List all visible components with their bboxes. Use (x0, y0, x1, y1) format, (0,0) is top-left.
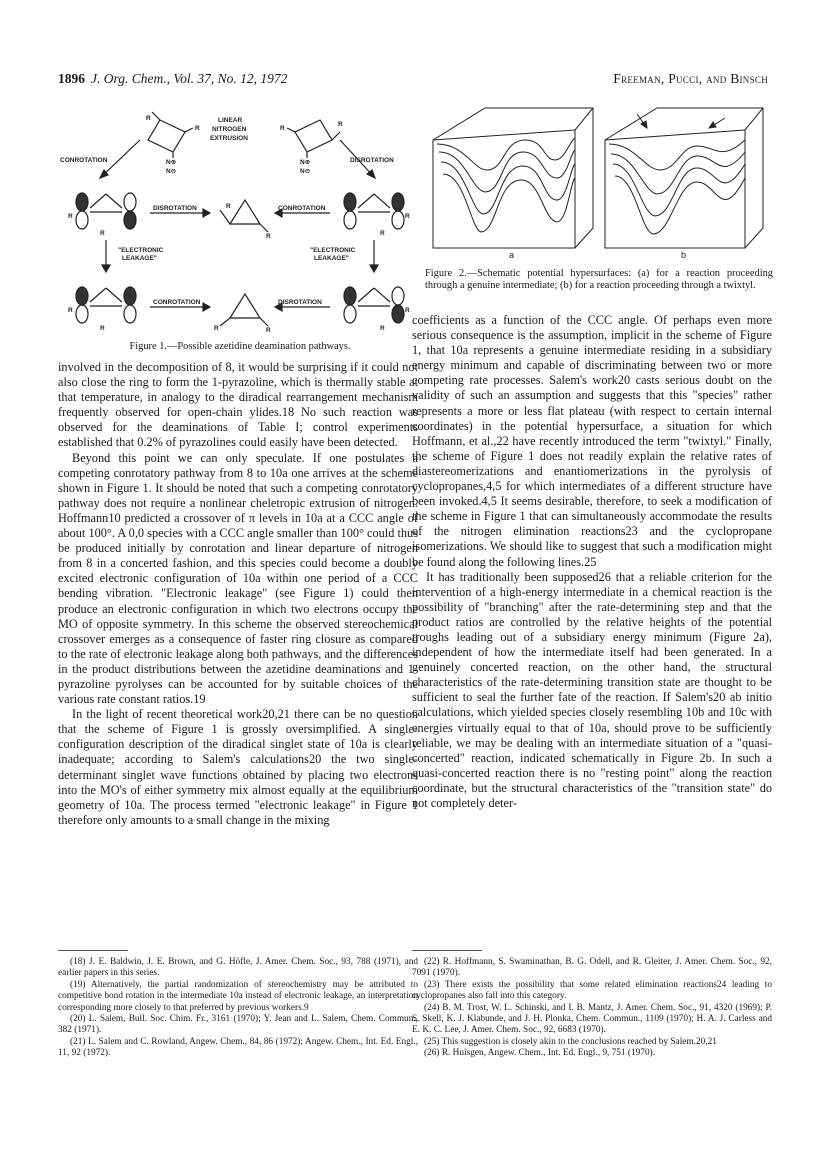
right-paragraph-1: coefficients as a function of the CCC angle. Of perhaps even more serious consequence is the assumption, implicit in the scheme of Figure 1, that 10a represents a genuine intermediate residing in a subsidiary energy minimum and capable of discriminating between two or more competing rate processes. Salem's work20 casts serious doubt on the validity of such an assumption and suggests that this "species" rather represents a more or less flat plateau (with respect to certain internal coordinates) in the potential hypersurface, a situation for which Hoffmann, et al.,22 have recently introduced the term "twixtyl." Finally, the scheme of Figure 1 does not readily explain the relative rates of diastereomerizations and enantiomerizations in the pyrolysis of cyclopropanes,4,5 for which intermediates of a different structure have been invoked.4,5 It seems desirable, therefore, to seek a modification of the scheme in Figure 1 that can simultaneously accommodate the results of the nitrogen elimination reactions23 and the cyclopropane isomerizations. We should like to suggest that such a modification might be found along the following lines.25 (412, 313, 772, 569)
figure1-caption: Figure 1.—Possible azetidine deamination pathways. (129, 341, 351, 352)
label-linear: LINEAR (218, 117, 243, 124)
running-header-left (58, 71, 287, 87)
label-disrotation-mid: DISROTATION (153, 205, 197, 212)
label-r: R (226, 203, 231, 210)
label-r: R (68, 213, 73, 220)
right-paragraph-2: It has traditionally been supposed26 that a reliable criterion for the intervention of a high-energy intermediate in a chemical reaction is the possibility of "branching" after the rate-determining step and that the product ratios are controlled by the relative heights of the potential troughs leading out of a subsidiary energy minimum (Figure 2a), independent of how the intermediate itself had been generated. In a genuinely concerted reaction, on the other hand, the structural characteristics of the rate-determining transition state are thought to be sufficient to seal the further fate of the reaction. If Salem's20 ab initio calculations, which yielded species closely resembling 10b and 10c with energies virtually equal to that of 10a, should prove to be sufficiently reliable, we may be dealing with an intermediate situation of a "quasi-concerted" reaction, indicated schematically in Figure 2b. In such a quasi-concerted reaction there is no "resting point" along the reaction coordinate, but the structural characteristics of the "transition state" do not completely deter- (412, 569, 772, 810)
label-disrotation-bot: DISROTATION (278, 299, 322, 306)
figure2-label-b: b (681, 250, 687, 260)
label-r: R (195, 125, 200, 132)
label-leakage-left-1: "ELECTRONIC (118, 247, 164, 254)
figure1-scheme (60, 100, 420, 340)
label-conrotation-bot: CONROTATION (153, 299, 201, 306)
label-disrotation-top: DISROTATION (350, 157, 394, 164)
footnote-rule-right (412, 950, 482, 951)
footnotes-left (58, 957, 418, 1060)
left-paragraph-3: In the light of recent theoretical work20,21 there can be no question that the scheme of Figure 1 is grossly oversimplified. A single-configuration description of the diradical singlet state of 10a is clearly inadequate; according to Salem's calculations20 the two single-determinant singlet wave functions obtained by placing two electrons into the MO's of either symmetry mix almost equally at the equilibrium geometry of 10a. The process termed "electronic leakage" in Figure 1 therefore only amounts to a small change in the mixing (58, 707, 418, 827)
running-header-authors: Freeman, Pucci, and Binsch (613, 71, 768, 86)
label-nitrogen: NITROGEN (212, 126, 247, 133)
figure2-hypersurfaces (425, 100, 770, 260)
page-number: 1896 (58, 71, 85, 86)
label-n-plus-left: N⊕ (166, 159, 177, 166)
label-r: R (100, 230, 105, 237)
label-r: R (280, 125, 285, 132)
left-paragraph-1: involved in the decomposition of 8, it would be surprising if it could not also close the ring to form the 1-pyrazoline, which is thermally stable at that temperature, in analogy to the diradical rearrangement mechanism frequently observed for open-chain ylides.18 No such reaction was observed for the deaminations of Table I; control experiments established that 0.2% of pyrazolines could easily have been detected. (58, 360, 418, 450)
footnote: (19) Alternatively, the partial randomization of stereochemistry may be attributed to competitive bond rotation in the intermediate 10a instead of electronic leakage, an interpretation corresponding more closely to that preferred by previous workers.9 (58, 979, 418, 1013)
footnotes-right (412, 957, 772, 1060)
footnote: (18) J. E. Baldwin, J. E. Brown, and G. Höfle, J. Amer. Chem. Soc., 93, 788 (1971), and earlier papers in this series. (58, 957, 418, 979)
left-column (58, 360, 418, 828)
label-r: R (68, 307, 73, 314)
footnote: (22) R. Hoffmann, S. Swaminathan, B. G. Odell, and R. Gleiter, J. Amer. Chem. Soc., 92, 7091 (1970). (412, 957, 772, 979)
footnote: (23) There exists the possibility that some related elimination reactions24 leading to cyclopropanes also fall into this category. (412, 979, 772, 1002)
footnote: (24) B. M. Trost, W. L. Schinski, and I. B. Mantz, J. Amer. Chem. Soc., 91, 4320 (1969); P. S. Skell, K. J. Klabunde, and J. H. Plonka, Chem. Commun., 1109 (1970); H. A. J. Carless and E. K. C. Lee, J. Amer. Chem. Soc., 92, 6683 (1970). (412, 1002, 772, 1036)
footnote-rule-left (58, 950, 128, 951)
figure2-label-a: a (509, 250, 515, 260)
label-leakage-right-2: LEAKAGE" (314, 255, 349, 262)
label-r: R (405, 307, 410, 314)
figure2-caption: Figure 2.—Schematic potential hypersurfaces: (a) for a reaction proceeding through a genuine intermediate; (b) for a reaction proceeding through a twixtyl. (425, 268, 773, 292)
label-extrusion: EXTRUSION (210, 135, 248, 142)
journal-citation: J. Org. Chem., Vol. 37, No. 12, 1972 (91, 71, 288, 86)
label-r: R (146, 115, 151, 122)
label-n-minus-left: N⊖ (166, 168, 177, 175)
label-r: R (214, 325, 219, 332)
footnote: (26) R. Huisgen, Angew. Chem., Int. Ed. Engl., 9, 751 (1970). (424, 1048, 656, 1059)
label-r: R (380, 325, 385, 332)
label-conrotation-mid: CONROTATION (278, 205, 326, 212)
label-r: R (338, 121, 343, 128)
label-leakage-left-2: LEAKAGE" (122, 255, 157, 262)
label-r: R (266, 233, 271, 240)
label-r: R (266, 327, 271, 334)
label-n-minus-right: N⊖ (300, 168, 311, 175)
footnote: (25) This suggestion is closely akin to the conclusions reached by Salem.20,21 (424, 1036, 717, 1047)
label-r: R (100, 325, 105, 332)
label-conrotation-top: CONROTATION (60, 157, 108, 164)
footnote: (21) L. Salem and C. Rowland, Angew. Chem., 84, 86 (1972); Angew. Chem., Int. Ed. Engl., 11, 92 (1972). (58, 1036, 418, 1059)
label-r: R (380, 230, 385, 237)
label-r: R (405, 213, 410, 220)
right-column (412, 313, 772, 811)
label-n-plus-right: N⊕ (300, 159, 311, 166)
footnote: (20) L. Salem, Bull. Soc. Chim. Fr., 3161 (1970); Y. Jean and L. Salem, Chem. Commun., 382 (1971). (58, 1014, 418, 1036)
left-paragraph-2: Beyond this point we can only speculate. If one postulates a competing conrotatory pathway from 8 to 10a one arrives at the scheme shown in Figure 1. It should be noted that such a competing conrotatory pathway does not require a nonlinear cheletropic extrusion of nitrogen. Hoffmann10 predicted a crossover of π levels in 10a at a CCC angle of about 100°. A 0,0 species with a CCC angle smaller than 100° could thus be produced initially by conrotation and linear departure of nitrogen from 8 in a concerted fashion, and this species could become a doubly excited electronic configuration of 10a within one period of a CCC bending vibration. "Electronic leakage" (see Figure 1) could then produce an electronic configuration in which two electrons occupy the MO of opposite symmetry. In this scheme the observed stereochemical crossover emerges as a consequence of faster ring closure as compared to the rate of electronic leakage along both pathways, and the differences in the product distributions between the azetidine deaminations and 1-pyrazoline pyrolyses can be accounted for by suitable choices of the various rate constant ratios.19 (58, 450, 418, 707)
label-leakage-right-1: "ELECTRONIC (310, 247, 356, 254)
